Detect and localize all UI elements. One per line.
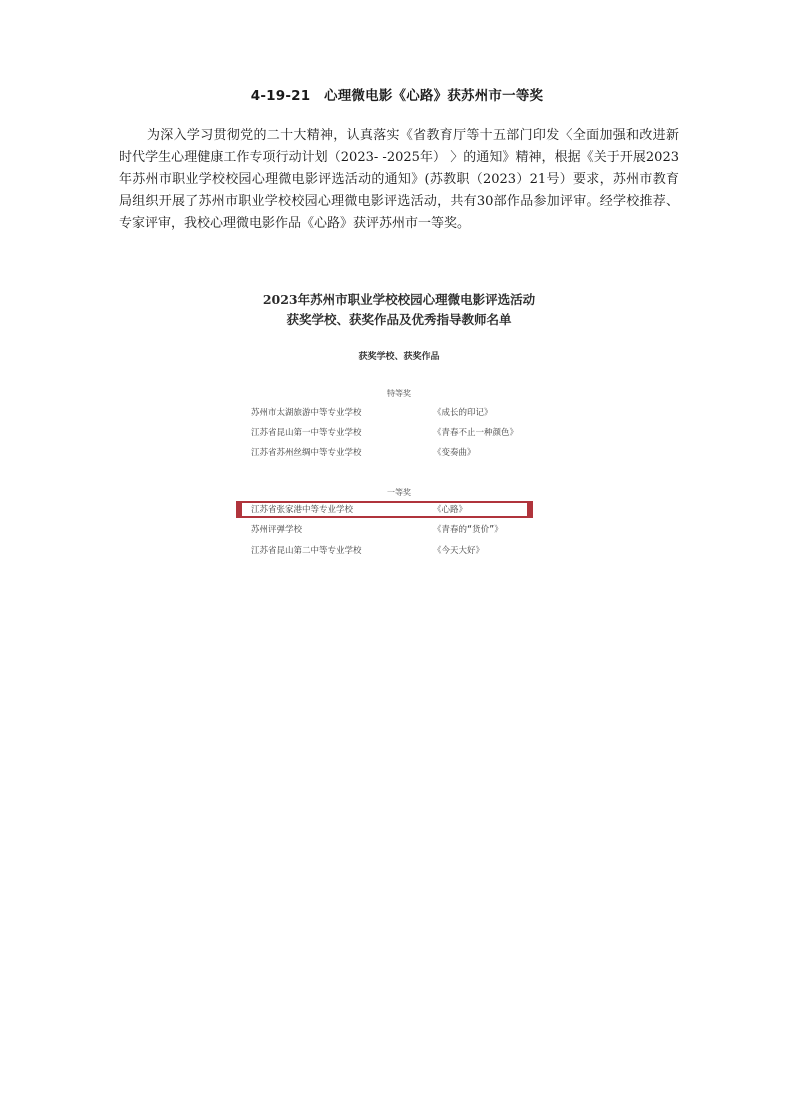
highlight-bar-left <box>236 501 242 518</box>
school-name: 苏州市太湖旅游中等专业学校 <box>251 408 362 418</box>
award-image-subtitle: 获奖学校、获奖作品 <box>358 352 440 362</box>
table-row <box>251 405 551 421</box>
school-name: 苏州评弹学校 <box>251 525 303 535</box>
table-row <box>251 445 551 461</box>
work-title: 《变奏曲》 <box>433 448 476 458</box>
table-row <box>251 522 551 538</box>
work-title: 《青春不止一种颜色》 <box>433 428 519 438</box>
document-paragraph: 为深入学习贯彻党的二十大精神，认真落实《省教育厅等十五部门印发〈全面加强和改进新时代学生心理健康工作专项行动计划（2023- -2025年） 〉的通知》精神，根据《关于开展2023年苏州市职业学校校园心理微电影评选活动的通知》(苏教职（2023）21号）要求，苏州市教育局组织开展了苏州市职业学校校园心理微电影评选活动，共有30部作品参加评审。经学校推荐、专家评审，我校心理微电影作品《心路》获评苏州市一等奖。 <box>119 128 679 231</box>
table-row-highlighted <box>251 502 551 518</box>
work-title: 《心路》 <box>433 505 468 515</box>
school-name: 江苏省昆山第二中等专业学校 <box>251 546 362 556</box>
first-prize-heading: 一等奖 <box>387 488 411 497</box>
work-title: 《成长的印记》 <box>433 408 493 418</box>
award-list-image <box>233 280 565 556</box>
school-name: 江苏省张家港中等专业学校 <box>251 505 354 515</box>
school-name: 江苏省昆山第一中等专业学校 <box>251 428 362 438</box>
special-prize-heading: 特等奖 <box>387 389 411 398</box>
work-title: 《青春的“货价”》 <box>433 525 503 535</box>
work-title: 《今天大好》 <box>433 546 485 556</box>
school-name: 江苏省苏州丝绸中等专业学校 <box>251 448 362 458</box>
table-row-cropped <box>251 543 551 556</box>
award-image-title-line1: 2023年苏州市职业学校校园心理微电影评选活动 <box>262 292 536 307</box>
document-title: 4-19-21 心理微电影《心路》获苏州市一等奖 <box>250 88 544 104</box>
table-row <box>251 425 551 441</box>
award-image-title-line2: 获奖学校、获奖作品及优秀指导教师名单 <box>286 312 512 327</box>
